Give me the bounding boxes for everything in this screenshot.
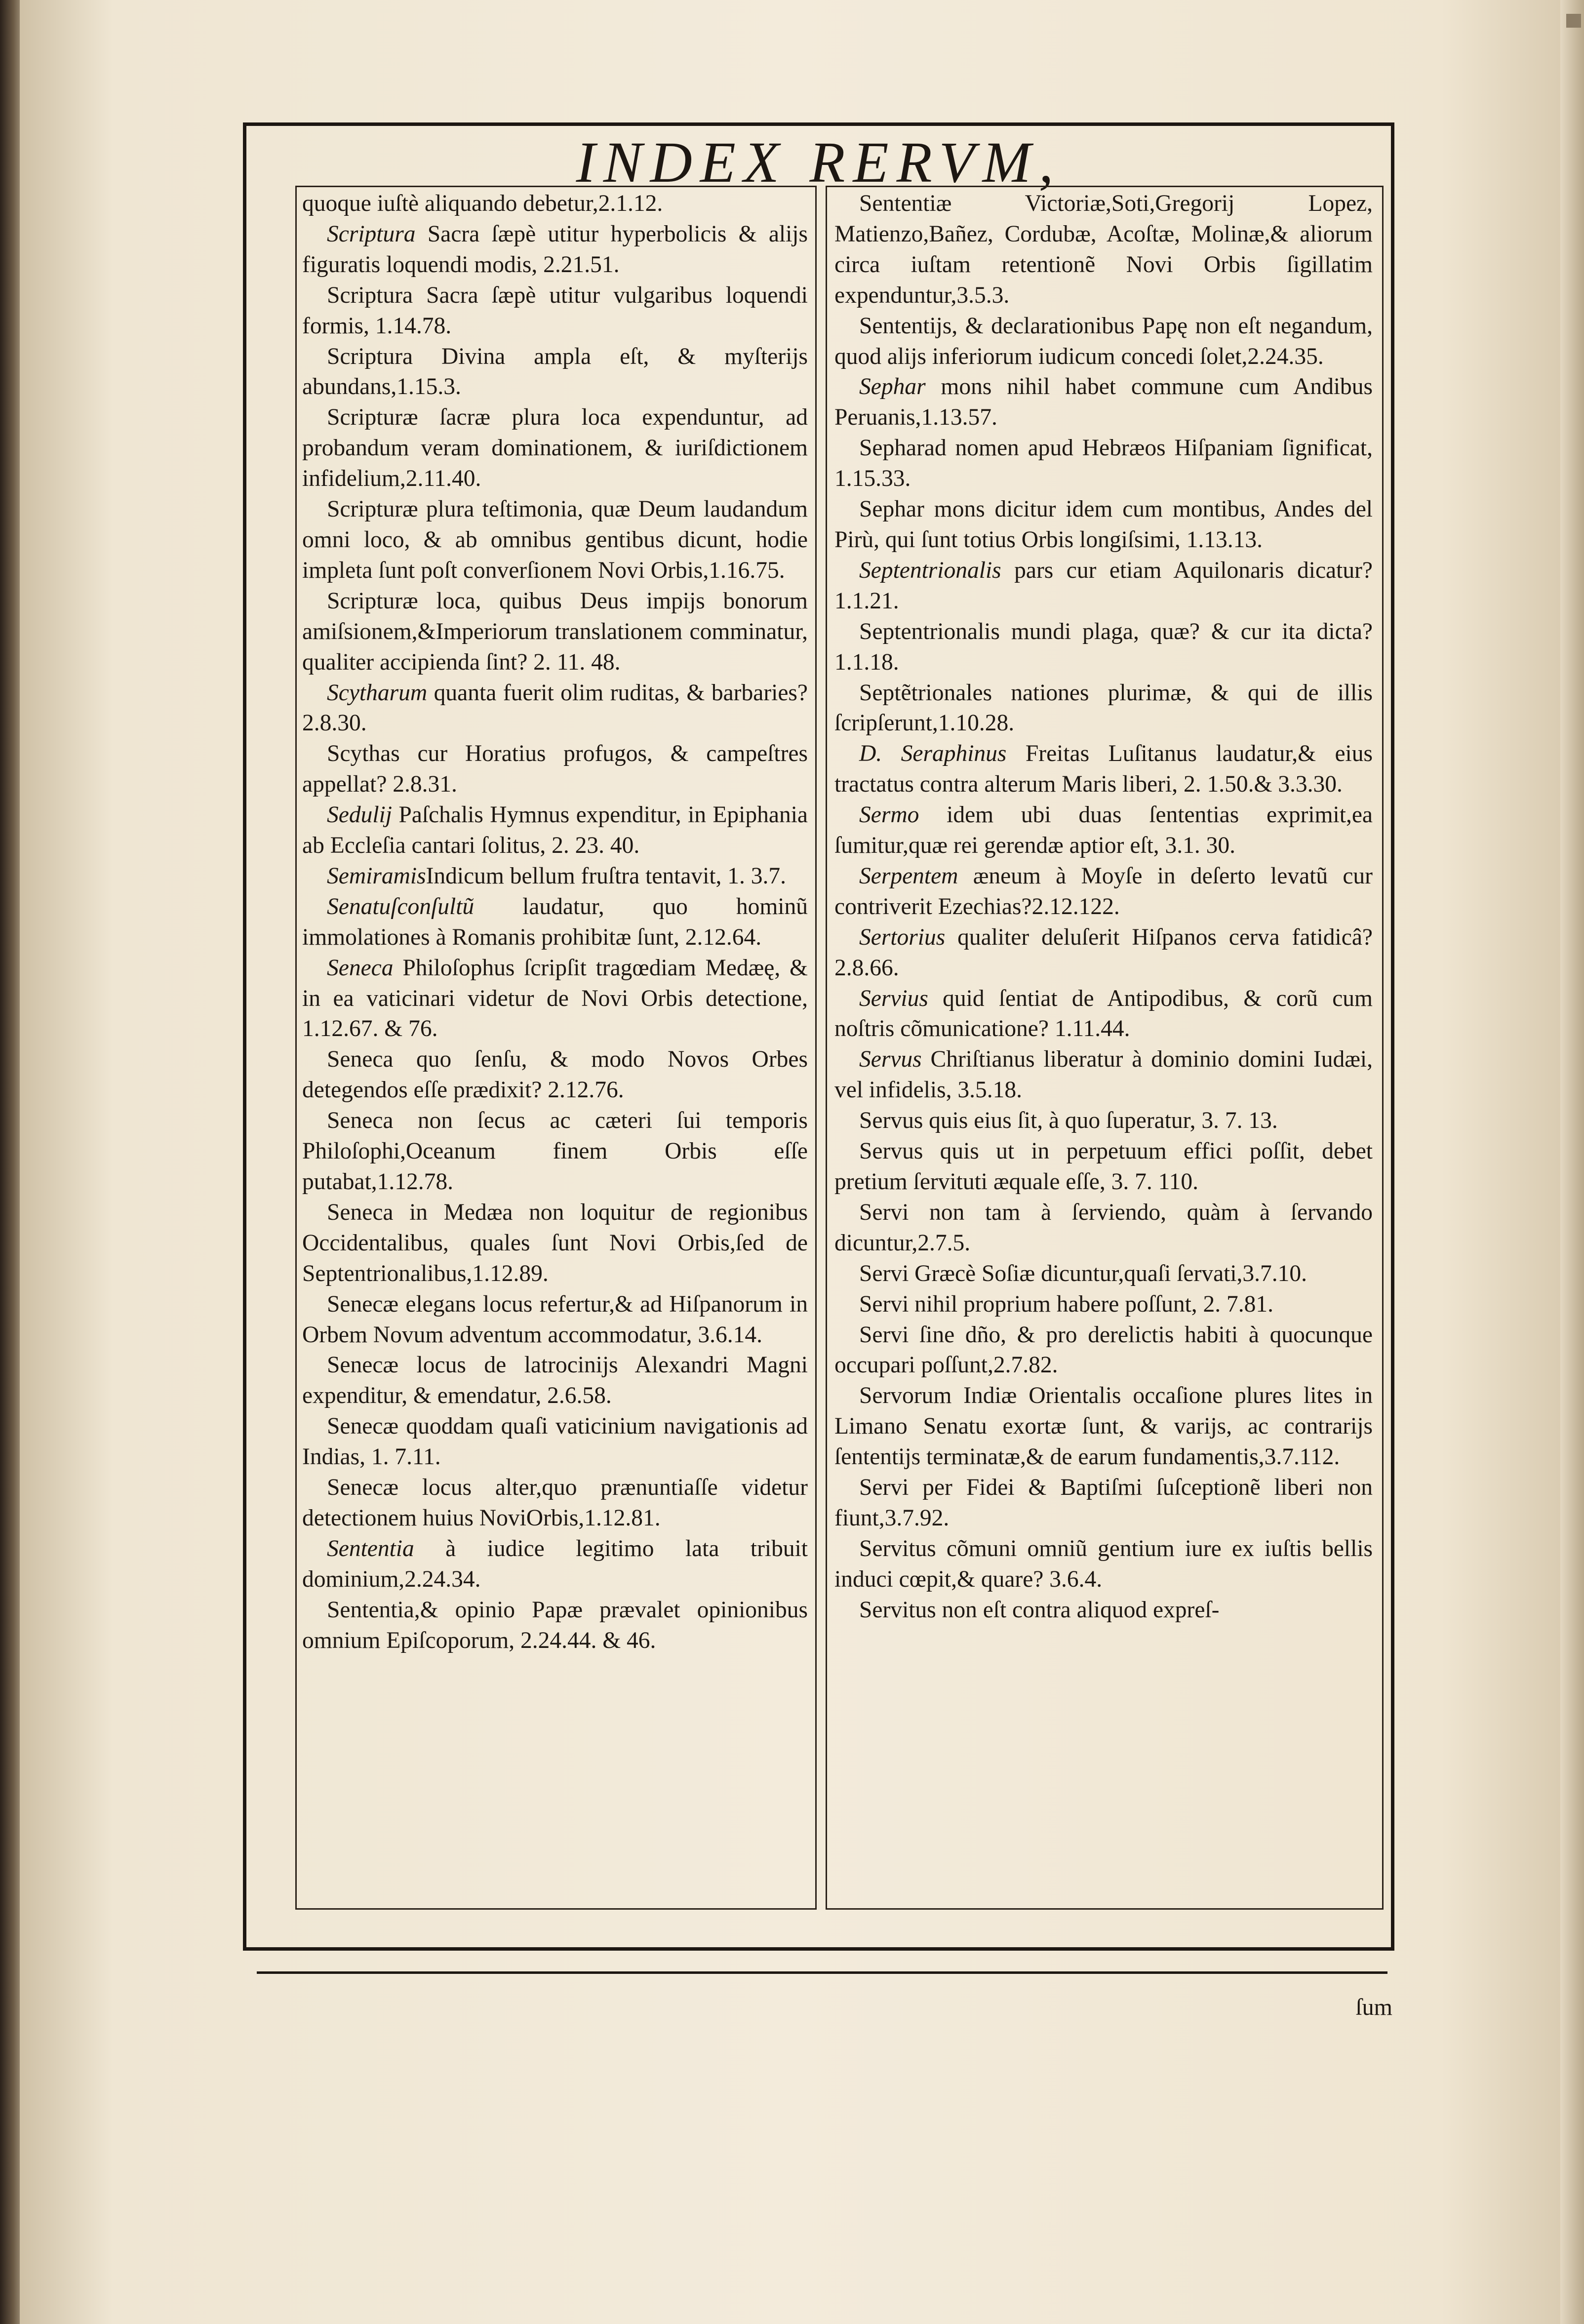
index-entry bbox=[302, 1411, 808, 1473]
entry-text: Senecæ locus de latrocinijs Alexandri Magni expenditur, & emendatur, 2.6.58. bbox=[302, 1352, 808, 1409]
entry-text: Scripturæ ſacræ plura loca expenduntur, ad probandum veram dominationem, & iuriſdictionem infidelium,2.11.40. bbox=[302, 404, 808, 492]
entry-headword: Sephar bbox=[859, 374, 926, 400]
bottom-rule bbox=[257, 1971, 1387, 1974]
index-entry bbox=[834, 1534, 1373, 1595]
entry-headword: Sedulij bbox=[327, 802, 392, 828]
entry-text: pars cur etiam Aquilonaris dicatur? 1.1.21. bbox=[834, 557, 1373, 614]
entry-text: Senecæ quoddam quaſi vaticinium navigationis ad Indias, 1. 7.11. bbox=[302, 1413, 808, 1470]
entry-text: quoque iuſtè aliquando debetur,2.1.12. bbox=[302, 191, 663, 216]
index-entry bbox=[302, 189, 808, 219]
entry-text: Sacra ſæpè utitur hyperbolicis & alijs figuratis loquendi modis, 2.21.51. bbox=[302, 221, 808, 278]
index-entry bbox=[302, 1289, 808, 1351]
entry-text: Senecæ locus alter,quo prænuntiaſſe videtur detectionem huius NoviOrbis,1.12.81. bbox=[302, 1475, 808, 1531]
index-entry bbox=[302, 280, 808, 342]
index-entry bbox=[302, 1473, 808, 1534]
entry-text: Senecæ elegans locus refertur,& ad Hiſpanorum in Orbem Novum adventum accommodatur, 3.6.14. bbox=[302, 1291, 808, 1348]
entry-text: Sephar mons dicitur idem cum montibus, Andes del Pirù, qui ſunt totius Orbis longiſsimi, 1.13.13. bbox=[834, 496, 1373, 553]
entry-headword: Scytharum bbox=[327, 680, 428, 706]
index-entry bbox=[302, 1595, 808, 1656]
index-entry bbox=[302, 1044, 808, 1106]
index-entry bbox=[302, 892, 808, 953]
index-entry bbox=[834, 1320, 1373, 1381]
entry-text: laudatur, quo hominũ immolationes à Romanis prohibitæ ſunt, 2.12.64. bbox=[302, 893, 808, 950]
index-entry bbox=[302, 402, 808, 494]
entry-text: Sententijs, & declarationibus Papę non eſt negandum, quod alijs inferiorum iudicum concedi ſolet,2.24.35. bbox=[834, 313, 1373, 369]
index-entry bbox=[834, 1259, 1373, 1289]
index-entry bbox=[302, 1534, 808, 1595]
index-entry bbox=[302, 494, 808, 586]
entry-headword: Sermo bbox=[859, 802, 919, 828]
catchword: ſum bbox=[1355, 1994, 1392, 2020]
index-entry bbox=[302, 586, 808, 678]
entry-text: idem ubi duas ſententias exprimit,ea ſumitur,quæ rei gerendæ aptior eſt, 3.1. 30. bbox=[834, 802, 1373, 859]
index-entry bbox=[302, 342, 808, 403]
entry-headword: Servus bbox=[859, 1046, 922, 1073]
entry-text: Servus quis ut in perpetuum effici poſſit, debet pretium ſervituti æquale eſſe, 3. 7. 110. bbox=[834, 1138, 1373, 1195]
entry-text: Scythas cur Horatius profugos, & campeſtres appellat? 2.8.31. bbox=[302, 741, 808, 798]
entry-text: Sententia,& opinio Papæ prævalet opinionibus omnium Epiſcoporum, 2.24.44. & 46. bbox=[302, 1597, 808, 1653]
entry-text: Philoſophus ſcripſit tragœdiam Medæę, & in ea vaticinari videtur de Novi Orbis detectione, 1.12.67. & 76. bbox=[302, 955, 808, 1042]
index-entry bbox=[834, 1595, 1373, 1626]
entry-text: Seneca non ſecus ac cæteri ſui temporis Philoſophi,Oceanum finem Orbis eſſe putabat,1.12.78. bbox=[302, 1108, 808, 1195]
index-entry bbox=[834, 311, 1373, 372]
index-entry bbox=[834, 1473, 1373, 1534]
left-column bbox=[302, 189, 808, 1911]
index-entry bbox=[834, 1381, 1373, 1473]
entry-headword: Sententia bbox=[327, 1535, 414, 1562]
index-entry bbox=[834, 433, 1373, 494]
entry-text: æneum à Moyſe in deſerto levatũ cur contriverit Ezechias?2.12.122. bbox=[834, 863, 1373, 920]
index-entry bbox=[834, 1289, 1373, 1320]
entry-text: Scripturæ plura teſtimonia, quæ Deum laudandum omni loco, & ab omnibus gentibus dicunt, hodie impleta ſunt poſt converſionem Novi Orbis,1.16.75. bbox=[302, 496, 808, 583]
index-entry bbox=[834, 494, 1373, 556]
entry-headword: D. Seraphinus bbox=[859, 741, 1007, 767]
entry-text: quid ſentiat de Antipodibus, & corũ cum noſtris cõmunicatione? 1.11.44. bbox=[834, 985, 1373, 1042]
index-entry bbox=[302, 861, 808, 892]
entry-text: Servi Græcè Soſiæ dicuntur,quaſi ſervati,3.7.10. bbox=[859, 1260, 1307, 1286]
entry-headword: Serpentem bbox=[859, 863, 958, 889]
entry-headword: Servius bbox=[859, 985, 928, 1011]
entry-text: Servi ſine dño, & pro derelictis habiti à quocunque occupari poſſunt,2.7.82. bbox=[834, 1322, 1373, 1378]
entry-text: Sepharad nomen apud Hebræos Hiſpaniam ſignificat, 1.15.33. bbox=[834, 435, 1373, 492]
entry-text: à iudice legitimo lata tribuit dominium,2.24.34. bbox=[302, 1535, 808, 1592]
entry-headword: Senatuſconſultũ bbox=[327, 893, 475, 920]
entry-text: Freitas Luſitanus laudatur,& eius tractatus contra alterum Maris liberi, 2. 1.50.& 3.3.30. bbox=[834, 741, 1373, 798]
entry-text: Servitus non eſt contra aliquod expreſ- bbox=[859, 1597, 1220, 1623]
entry-text: Sententiæ Victoriæ,Soti,Gregorij Lopez, Matienzo,Bañez, Cordubæ, Acoſtæ, Molinæ,& aliorum circa iuſtam retentionẽ Novi Orbis ſigillatim expenduntur,3.5.3. bbox=[834, 191, 1373, 308]
index-entry bbox=[834, 861, 1373, 922]
entry-text: Seneca in Medæa non loquitur de regionibus Occidentalibus, quales ſunt Novi Orbis,ſed de Septentrionalibus,1.12.89. bbox=[302, 1199, 808, 1286]
entry-text: quanta fuerit olim ruditas, & barbaries?2.8.30. bbox=[302, 680, 808, 736]
entry-text: Chriſtianus liberatur à dominio domini Iudæi, vel infidelis, 3.5.18. bbox=[834, 1046, 1373, 1103]
page-tab-marker bbox=[1566, 14, 1581, 28]
entry-text: Septẽtrionales nationes plurimæ, & qui de illis ſcripſerunt,1.10.28. bbox=[834, 680, 1373, 736]
entry-headword: Seneca bbox=[327, 955, 394, 981]
entry-text: Seneca quo ſenſu, & modo Novos Orbes detegendos eſſe prædixit? 2.12.76. bbox=[302, 1046, 808, 1103]
index-entry bbox=[834, 1106, 1373, 1136]
index-entry bbox=[834, 678, 1373, 739]
index-entry bbox=[302, 219, 808, 280]
index-entry bbox=[834, 922, 1373, 984]
entry-text: Servitus cõmuni omniũ gentium iure ex iuſtis bellis induci cœpit,& quare? 3.6.4. bbox=[834, 1535, 1373, 1592]
index-entry bbox=[302, 800, 808, 861]
entry-text: Servi non tam à ſerviendo, quàm à ſervando dicuntur,2.7.5. bbox=[834, 1199, 1373, 1256]
entry-text: mons nihil habet commune cum Andibus Peruanis,1.13.57. bbox=[834, 374, 1373, 431]
index-entry bbox=[834, 739, 1373, 800]
entry-headword: Septentrionalis bbox=[859, 557, 1001, 583]
entry-text: Servorum Indiæ Orientalis occaſione plures lites in Limano Senatu exortæ ſunt, & varijs, ac contrarijs ſententijs terminatæ,& de earum fundamentis,3.7.112. bbox=[834, 1383, 1373, 1470]
index-entry bbox=[834, 189, 1373, 311]
index-entry bbox=[302, 1106, 808, 1198]
entry-headword: Semiramis bbox=[327, 863, 426, 889]
entry-headword: Sertorius bbox=[859, 924, 946, 950]
entry-text: Septentrionalis mundi plaga, quæ? & cur ita dicta? 1.1.18. bbox=[834, 618, 1373, 675]
entry-text: qualiter deluſerit Hiſpanos cerva fatidicâ? 2.8.66. bbox=[834, 924, 1373, 981]
index-entry bbox=[834, 800, 1373, 861]
entry-text: Scripturæ loca, quibus Deus impijs bonorum amiſsionem,&Imperiorum translationem comminatur, qualiter accipienda ſint? 2. 11. 48. bbox=[302, 588, 808, 675]
page-edge bbox=[1560, 0, 1584, 2324]
index-entry bbox=[834, 372, 1373, 433]
index-entry bbox=[302, 739, 808, 800]
index-entry bbox=[834, 1136, 1373, 1198]
index-entry bbox=[834, 1044, 1373, 1106]
entry-text: Scriptura Divina ampla eſt, & myſterijs abundans,1.15.3. bbox=[302, 343, 808, 400]
index-entry bbox=[302, 678, 808, 739]
entry-text: Scriptura Sacra ſæpè utitur vulgaribus loquendi formis, 1.14.78. bbox=[302, 282, 808, 339]
index-entry bbox=[834, 617, 1373, 678]
index-entry bbox=[834, 556, 1373, 617]
index-entry bbox=[834, 984, 1373, 1045]
entry-headword: Scriptura bbox=[327, 221, 416, 247]
index-entry bbox=[302, 1350, 808, 1411]
page-title: INDEX RERVM, bbox=[576, 130, 1062, 195]
index-entry bbox=[302, 953, 808, 1045]
index-entry bbox=[302, 1198, 808, 1289]
index-entry bbox=[834, 1198, 1373, 1259]
entry-text: Servus quis eius ſit, à quo ſuperatur, 3. 7. 13. bbox=[859, 1108, 1278, 1134]
entry-text: Indicum bellum fruſtra tentavit, 1. 3.7. bbox=[426, 863, 787, 889]
entry-text: Servi nihil proprium habere poſſunt, 2. 7.81. bbox=[859, 1291, 1274, 1317]
entry-text: Paſchalis Hymnus expenditur, in Epiphania ab Eccleſia cantari ſolitus, 2. 23. 40. bbox=[302, 802, 808, 859]
entry-text: Servi per Fidei & Baptiſmi ſuſceptionẽ liberi non fiunt,3.7.92. bbox=[834, 1475, 1373, 1531]
right-column bbox=[834, 189, 1373, 1911]
